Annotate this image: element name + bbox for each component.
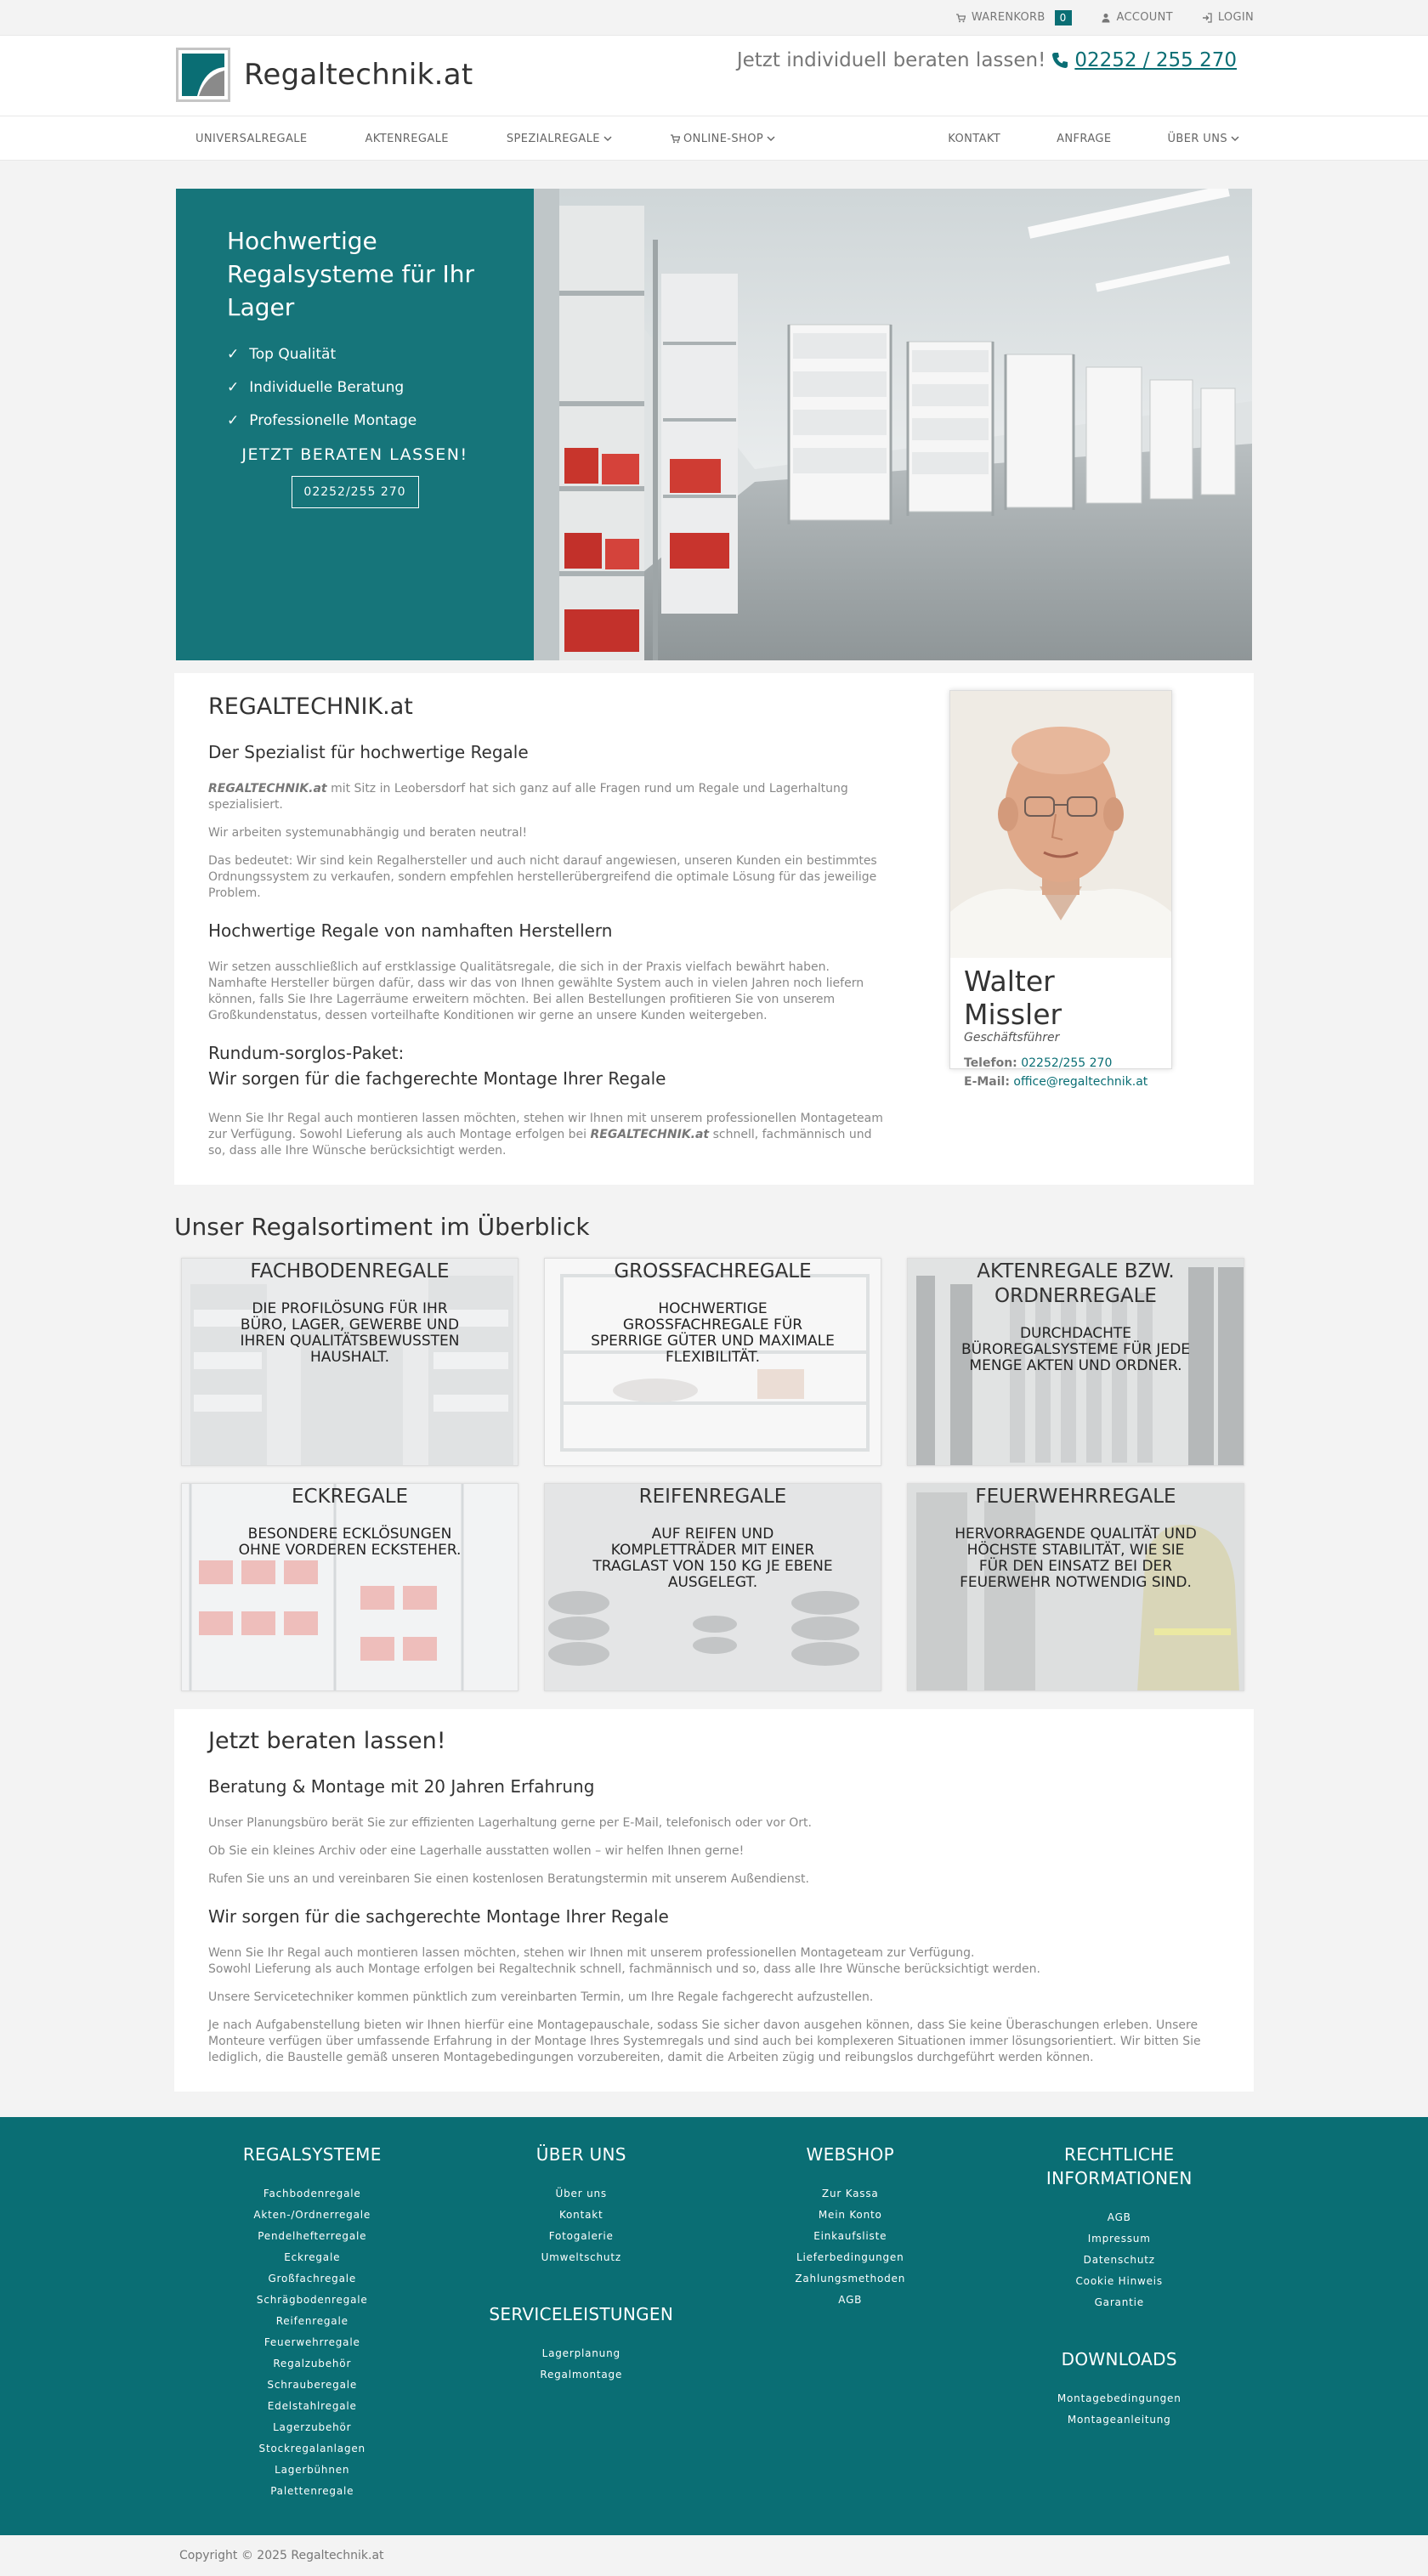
footer-link[interactable]: Lieferbedingungen — [796, 2251, 904, 2263]
footer-link[interactable]: Kontakt — [558, 2209, 604, 2221]
footer-heading: SERVICELEISTUNGEN — [489, 2304, 674, 2324]
profile-email-link[interactable]: office@regaltechnik.at — [1013, 1075, 1148, 1089]
tile-feuerwehrregale[interactable] — [907, 1483, 1244, 1691]
footer-link[interactable]: Lagerbühnen — [275, 2464, 350, 2476]
footer-link[interactable]: Akten-/Ordnerregale — [253, 2209, 371, 2221]
copyright: Copyright © 2025 Regaltechnik.at — [179, 2549, 384, 2562]
nav-ueber-uns[interactable] — [1153, 133, 1254, 145]
footer-link[interactable]: Einkaufsliste — [813, 2230, 887, 2242]
about-paragraph: Wir setzen ausschließlich auf erstklassige Qualitätsregale, die sich in der Praxis vielfach bewährt haben. Namhafte Hersteller bürgen dafür, dass wir das von Ihnen gewählte System auch in vielen Jahren noch liefern können, falls Sie Ihre Lagerräume erweitern möchten. Bei allen Bestellungen profitieren Sie von unserem Großkundenstatus, dessen vorteilhafte Konditionen wir gerne an unsere Kunden weitergeben. — [208, 960, 864, 1022]
nav-label: ÜBER UNS — [1167, 132, 1227, 145]
profile-photo — [950, 691, 1171, 958]
header-phone-link[interactable]: 02252 / 255 270 — [1074, 49, 1237, 71]
tile-desc: BESONDERE ECKLÖSUNGEN OHNE VORDEREN ECKSTEHER. — [238, 1526, 462, 1559]
about-text — [208, 694, 888, 1171]
footer-link[interactable]: Feuerwehrregale — [264, 2336, 360, 2348]
consult-paragraph: Rufen Sie uns an und vereinbaren Sie einen kostenlosen Beratungstermin mit unserem Außendienst. — [208, 1872, 809, 1886]
account-link[interactable] — [1101, 11, 1173, 24]
hero-banner — [176, 189, 1252, 660]
login-icon — [1202, 13, 1212, 23]
footer-link[interactable]: Datenschutz — [1083, 2254, 1155, 2266]
range-title: Unser Regalsortiment im Überblick — [174, 1213, 590, 1241]
footer-col-regalsysteme — [178, 2143, 447, 2502]
checkmark-icon: ✓ — [227, 346, 240, 363]
tile-title: REIFENREGALE — [638, 1486, 787, 1508]
hero-bullet: ✓ Individuelle Beratung — [227, 379, 405, 396]
profile-email: E-Mail: office@regaltechnik.at — [964, 1075, 1148, 1089]
login-label: LOGIN — [1217, 11, 1254, 24]
tile-title: FACHBODENREGALE — [250, 1260, 450, 1282]
footer-heading: ÜBER UNS — [536, 2144, 626, 2165]
hero-title: Hochwertige Regalsysteme für Ihr Lager — [227, 227, 475, 321]
cart-icon — [670, 133, 680, 144]
nav-label: UNIVERSALREGALE — [196, 132, 308, 145]
footer-link[interactable]: Zahlungsmethoden — [795, 2273, 906, 2284]
footer-link[interactable]: Palettenregale — [270, 2485, 354, 2497]
chevron-down-icon — [604, 135, 612, 142]
footer-link[interactable]: Mein Konto — [818, 2209, 882, 2221]
tile-desc: HERVORRAGENDE QUALITÄT UND HÖCHSTE STABILITÄT, WIE SIE FÜR DEN EINSATZ BEI DER FEUERWEHR NOTWENDIG SIND. — [955, 1526, 1197, 1591]
footer-link[interactable]: Edelstahlregale — [267, 2400, 357, 2412]
top-bar — [0, 0, 1428, 35]
site-footer — [0, 2117, 1428, 2535]
footer-link[interactable]: Zur Kassa — [821, 2188, 879, 2200]
footer-link[interactable]: Garantie — [1094, 2296, 1144, 2308]
nav-universalregale[interactable] — [181, 133, 322, 145]
nav-label: ONLINE-SHOP — [683, 132, 764, 145]
footer-heading: WEBSHOP — [806, 2144, 894, 2165]
footer-link[interactable]: Fachbodenregale — [263, 2188, 361, 2200]
footer-link[interactable]: Montagebedingungen — [1057, 2392, 1182, 2404]
consult-paragraph: Ob Sie ein kleines Archiv oder eine Lagerhalle ausstatten wollen – wir helfen Ihnen gerne! — [208, 1844, 745, 1858]
tile-background — [182, 1484, 518, 1691]
package-heading-1: Rundum-sorglos-Paket: — [208, 1043, 405, 1063]
nav-spezialregale[interactable] — [492, 133, 626, 145]
footer-col-rechtliches — [985, 2143, 1255, 2502]
nav-online-shop[interactable] — [655, 133, 790, 145]
consult-paragraph: Je nach Aufgabenstellung bieten wir Ihnen hierfür eine Montagepauschale, sodass Sie sicher davon ausgehen können, dass Sie keine Überaschungen erleben. Unsere Monteure verfügen über umfassende Erfahrung in der Montage Ihres Systemregals und sind auch bei komplexeren Situationen immer lösungsorientiert. Wir bitten Sie lediglich, die Baustelle gemäß unseren Montagebedingungen vorzubereiten, damit die Arbeiten zügig und reibungslos durchgeführt werden können. — [208, 2018, 1201, 2064]
nav-aktenregale[interactable] — [351, 133, 463, 145]
footer-link[interactable]: Schrägbodenregale — [256, 2294, 368, 2306]
footer-link[interactable]: Eckregale — [284, 2251, 341, 2263]
footer-link[interactable]: Regalzubehör — [273, 2358, 352, 2369]
footer-link[interactable]: Über uns — [555, 2188, 607, 2200]
nav-label: SPEZIALREGALE — [506, 132, 600, 145]
nav-label: AKTENREGALE — [365, 132, 449, 145]
package-heading-2: Wir sorgen für die fachgerechte Montage Ihrer Regale — [208, 1068, 666, 1089]
site-header — [0, 35, 1428, 116]
profile-phone-link[interactable]: 02252/255 270 — [1021, 1056, 1113, 1070]
consult-paragraph: Unsere Servicetechniker kommen pünktlich zum vereinbarten Termin, um Ihre Regale fachgerecht aufzustellen. — [208, 1990, 874, 2004]
tile-aktenregale[interactable] — [907, 1258, 1244, 1466]
footer-link[interactable]: Großfachregale — [268, 2273, 357, 2284]
footer-heading: REGALSYSTEME — [242, 2144, 382, 2165]
about-title: REGALTECHNIK.at — [208, 694, 413, 720]
about-paragraph: Wenn Sie Ihr Regal auch montieren lassen möchten, stehen wir Ihnen mit unserem professionellen Montageteam zur Verfügung. Sowohl Lieferung als auch Montage erfolgen bei REGALTECHNIK.at schnell, fachmännisch und so, dass alle Ihre Wünsche berücksichtigt werden. — [208, 1112, 883, 1158]
tile-fachbodenregale[interactable] — [181, 1258, 518, 1466]
consult-paragraph: Wenn Sie Ihr Regal auch montieren lassen möchten, stehen wir Ihnen mit unserem professionellen Montageteam zur Verfügung. Sowohl Lieferung als auch Montage erfolgen bei Regaltechnik schnell, fachmännisch und so, dass alle Ihre Wünsche berücksichtigt werden. — [208, 1946, 1040, 1976]
footer-heading: RECHTLICHE INFORMATIONEN — [1046, 2144, 1193, 2188]
main-nav — [0, 116, 1428, 161]
footer-link[interactable]: Regalmontage — [540, 2369, 623, 2381]
tile-title: ECKREGALE — [291, 1486, 409, 1508]
header-cta-text: Jetzt individuell beraten lassen! — [736, 49, 1046, 71]
footer-link[interactable]: Montageanleitung — [1067, 2414, 1171, 2426]
footer-link[interactable]: Schrauberegale — [267, 2379, 358, 2391]
cart-label: WARENKORB — [971, 11, 1046, 24]
footer-heading: DOWNLOADS — [1061, 2349, 1177, 2369]
header-cta — [737, 49, 1237, 71]
footer-link[interactable]: Pendelhefterregale — [258, 2230, 367, 2242]
footer-link[interactable]: Cookie Hinweis — [1075, 2275, 1163, 2287]
about-section — [174, 673, 1254, 1185]
footer-col-ueber-uns — [447, 2143, 717, 2502]
hero-bullets — [227, 346, 483, 429]
about-paragraph: REGALTECHNIK.at mit Sitz in Leobersdorf hat sich ganz auf alle Fragen rund um Regale und Lagerhaltung spezialisiert. — [208, 782, 848, 812]
footer-link[interactable]: AGB — [1107, 2211, 1131, 2223]
footer-link[interactable]: Impressum — [1087, 2233, 1151, 2245]
chevron-down-icon — [1231, 135, 1239, 142]
tile-desc: AUF REIFEN UND KOMPLETTRÄDER MIT EINER TRAGLAST VON 150 KG JE EBENE AUSGELEGT. — [592, 1526, 833, 1591]
tile-desc: DIE PROFILÖSUNG FÜR IHR BÜRO, LAGER, GEWERBE UND IHREN QUALITÄTSBEWUSSTEN HAUSHALT. — [240, 1300, 460, 1366]
footer-link[interactable]: Lagerzubehör — [273, 2421, 352, 2433]
brand-inline: REGALTECHNIK.at — [208, 782, 327, 795]
phone-icon — [1051, 51, 1069, 70]
manufacturers-heading: Hochwertige Regale von namhaften Herstellern — [208, 920, 613, 941]
consult-title: Jetzt beraten lassen! — [208, 1728, 446, 1754]
tile-reifenregale[interactable] — [544, 1483, 881, 1691]
footer-link[interactable]: Fotogalerie — [548, 2230, 614, 2242]
footer-link[interactable]: Lagerplanung — [541, 2347, 620, 2359]
tile-eckregale[interactable] — [181, 1483, 518, 1691]
tile-desc: HOCHWERTIGE GROSSFACHREGALE FÜR SPERRIGE GÜTER UND MAXIMALE FLEXIBILITÄT. — [591, 1300, 835, 1366]
hero-cta-text: JETZT BERATEN LASSEN! — [241, 445, 468, 464]
tile-grossfachregale[interactable] — [544, 1258, 881, 1466]
hero-bullet: ✓ Professionelle Montage — [227, 412, 417, 429]
consult-section — [174, 1709, 1254, 2092]
checkmark-icon: ✓ — [227, 412, 240, 429]
profile-name: Walter Missler — [964, 965, 1062, 1031]
footer-link[interactable]: Stockregalanlagen — [258, 2443, 366, 2454]
profile-card — [949, 690, 1172, 1089]
logo-mark-icon — [176, 48, 230, 102]
profile-phone: Telefon: 02252/255 270 — [964, 1056, 1113, 1070]
consult-paragraph: Unser Planungsbüro berät Sie zur effizienten Lagerhaltung gerne per E-Mail, telefonisch oder vor Ort. — [208, 1816, 812, 1830]
hero-panel — [176, 189, 534, 660]
login-link[interactable] — [1202, 11, 1254, 24]
consult-subtitle: Beratung & Montage mit 20 Jahren Erfahrung — [208, 1776, 595, 1797]
tile-title: FEUERWEHRREGALE — [975, 1486, 1176, 1508]
about-subtitle: Der Spezialist für hochwertige Regale — [208, 742, 529, 762]
about-paragraph: Das bedeutet: Wir sind kein Regalhersteller und auch nicht darauf angewiesen, unseren Kunden ein bestimmtes Ordnungssystem zu verkaufen, sondern empfehlen herstellerübergreifend die optimale Lösung für das jeweilige Problem. — [208, 854, 877, 900]
montage-heading: Wir sorgen für die sachgerechte Montage Ihrer Regale — [208, 1906, 669, 1927]
nav-label: KONTAKT — [948, 132, 1001, 145]
nav-label: ANFRAGE — [1057, 132, 1112, 145]
nav-anfrage[interactable] — [1042, 133, 1125, 145]
hero-bullet: ✓ Top Qualität — [227, 346, 337, 363]
about-paragraph: Wir arbeiten systemunabhängig und beraten neutral! — [208, 826, 528, 840]
hero-phone-button[interactable]: 02252/255 270 — [292, 476, 419, 508]
nav-kontakt[interactable] — [933, 133, 1015, 145]
chevron-down-icon — [767, 135, 775, 142]
checkmark-icon: ✓ — [227, 379, 240, 396]
cart-icon — [955, 13, 966, 23]
product-grid — [174, 1258, 1254, 1691]
tile-desc: DURCHDACHTE BÜROREGALSYSTEME FÜR JEDE MENGE AKTEN UND ORDNER. — [960, 1325, 1191, 1374]
hero-warehouse-image — [534, 189, 1252, 660]
site-logo[interactable] — [176, 48, 473, 102]
account-label: ACCOUNT — [1116, 11, 1173, 24]
tile-title: AKTENREGALE BZW. ORDNERREGALE — [977, 1260, 1175, 1307]
footer-link[interactable]: Umweltschutz — [541, 2251, 621, 2263]
user-icon — [1101, 13, 1111, 23]
brand-inline: REGALTECHNIK.at — [590, 1128, 710, 1141]
footer-link[interactable]: AGB — [838, 2294, 863, 2306]
footer-col-webshop — [716, 2143, 985, 2502]
cart-link[interactable] — [955, 10, 1072, 25]
footer-link[interactable]: Reifenregale — [275, 2315, 348, 2327]
cart-count-badge: 0 — [1055, 10, 1072, 25]
tile-title: GROSSFACHREGALE — [614, 1260, 812, 1282]
profile-role: Geschäftsführer — [964, 1031, 1060, 1045]
brand-name: Regaltechnik.at — [244, 58, 473, 92]
